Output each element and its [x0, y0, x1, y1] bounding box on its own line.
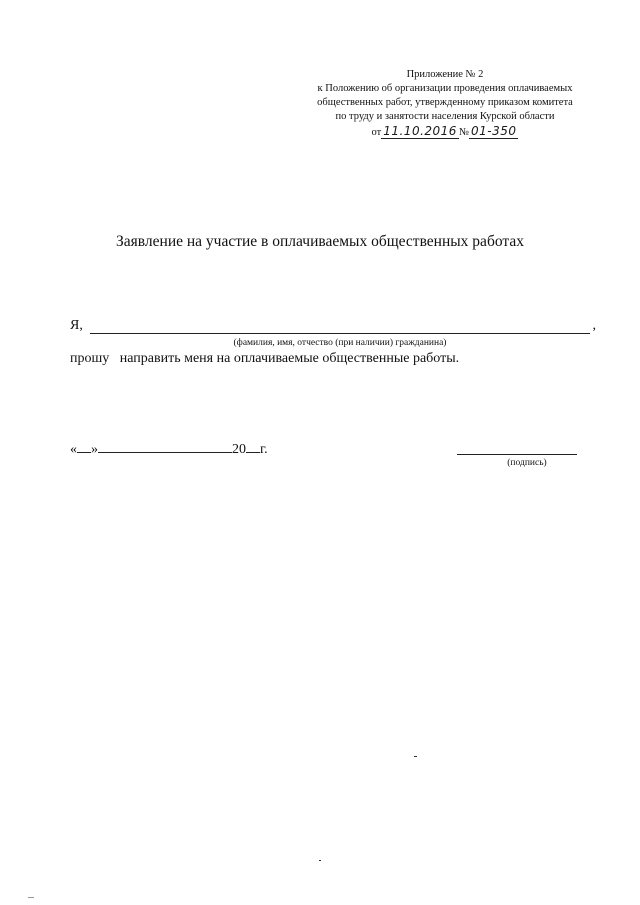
scan-speck	[28, 897, 34, 898]
request-text: прошу направить меня на оплачиваемые общественные работы.	[70, 351, 460, 366]
order-date-handwritten: 11.10.2016	[383, 124, 457, 138]
date-row	[70, 440, 268, 458]
appendix-header	[300, 68, 590, 140]
applicant-name-field[interactable]	[90, 333, 590, 334]
signature-field[interactable]	[457, 454, 577, 455]
order-number-prefix: №	[458, 127, 469, 138]
applicant-label: Я,	[70, 318, 83, 333]
appendix-reference-line-2: общественных работ, утвержденному приказом комитета	[317, 97, 573, 108]
applicant-name-line	[70, 318, 600, 338]
applicant-comma: ,	[592, 318, 596, 333]
year-prefix: 20	[232, 442, 246, 457]
date-close-quote: »	[91, 442, 98, 457]
order-date-prefix: от	[371, 127, 382, 138]
appendix-reference-line-3: по труду и занятости населения Курской области	[335, 111, 555, 122]
signature-hint: (подпись)	[507, 458, 547, 468]
appendix-number: Приложение № 2	[406, 69, 484, 80]
year-suffix: г.	[260, 442, 268, 457]
appendix-reference-line-1: к Положению об организации проведения оплачиваемых	[317, 83, 573, 94]
document-title: Заявление на участие в оплачиваемых общественных работах	[116, 233, 524, 250]
month-field[interactable]	[98, 440, 232, 453]
order-number-handwritten: 01-350	[470, 124, 517, 138]
applicant-name-hint: (фамилия, имя, отчество (при наличии) гражданина)	[233, 338, 447, 348]
date-open-quote: «	[70, 442, 77, 457]
day-field[interactable]	[77, 440, 91, 453]
scan-speck	[414, 756, 417, 757]
appendix-order-date-line	[300, 124, 590, 140]
year-field[interactable]	[246, 440, 260, 453]
scan-speck	[319, 860, 321, 861]
